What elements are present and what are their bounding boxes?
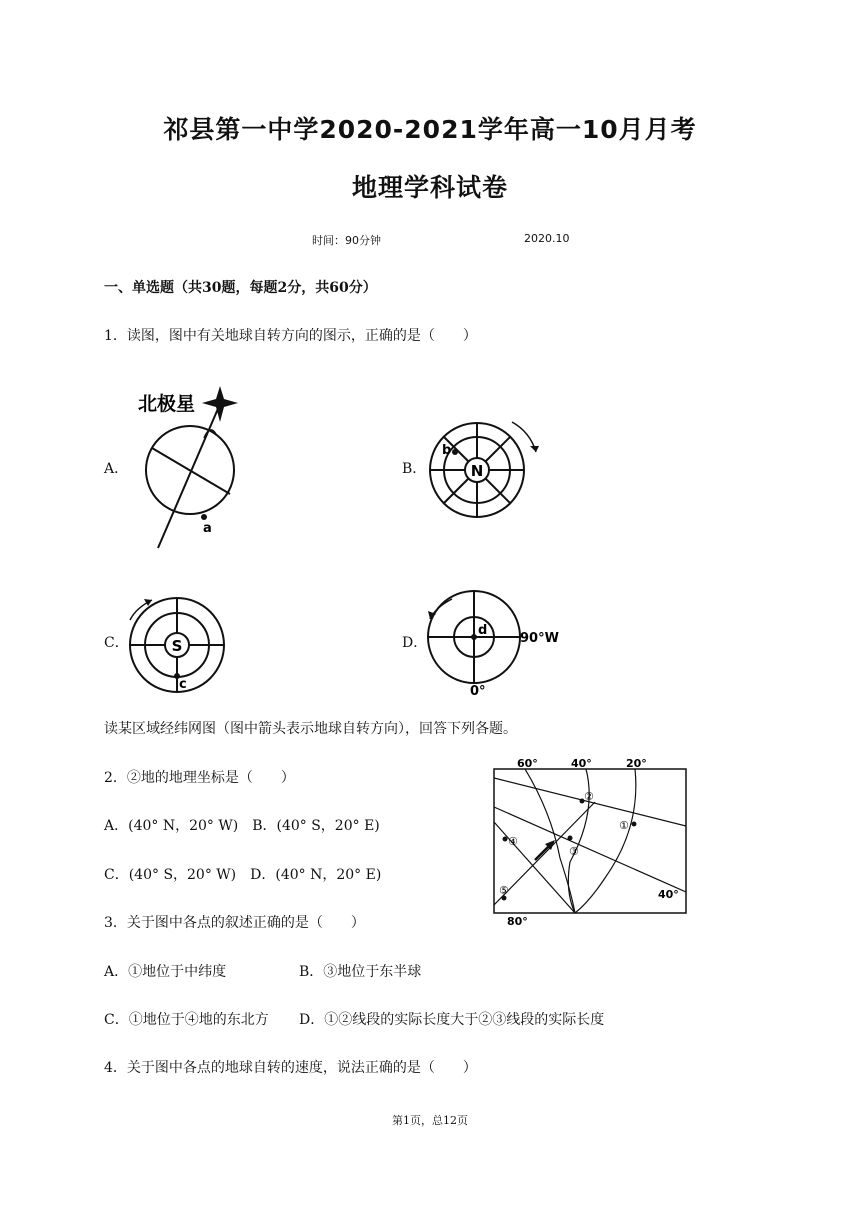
page-footer: 第1页，总12页 <box>392 1114 468 1127</box>
point-c-label: c <box>179 677 187 692</box>
section-intro: 读某区域经纬网图（图中箭头表示地球自转方向），回答下列各题。 <box>104 721 517 737</box>
q1-option-b-label: B． <box>402 461 427 477</box>
pole-s-label: S <box>171 637 183 655</box>
figure-b-north-pole <box>422 410 547 525</box>
q1-stem: 1．读图，图中有关地球自转方向的图示，正确的是（ ） <box>104 328 477 344</box>
q3-option-a: A．①地位于中纬度 <box>104 964 227 980</box>
section-heading: 一、单选题（共30题，每题2分，共60分） <box>104 280 377 296</box>
point-4-marker <box>503 837 508 842</box>
figure-a-polaris <box>130 380 250 555</box>
point-d-marker <box>471 634 477 640</box>
q1-option-c-label: C． <box>104 635 129 651</box>
q3-stem: 3．关于图中各点的叙述正确的是（ ） <box>104 915 365 931</box>
q3-option-b: B．③地位于东半球 <box>299 964 422 980</box>
equator-line <box>152 448 230 494</box>
point-1-label: ① <box>619 819 629 832</box>
map-label-20: 20° <box>626 757 647 770</box>
point-a-label: a <box>203 521 212 536</box>
q3-option-c: C．①地位于④地的东北方 <box>104 1012 269 1028</box>
pole-n-label: N <box>470 462 484 480</box>
page-subtitle: 地理学科试卷 <box>351 173 508 202</box>
meridian-90w-label: 90°W <box>520 631 559 646</box>
map-label-40-top: 40° <box>571 757 592 770</box>
q3-option-d: D．①②线段的实际长度大于②③线段的实际长度 <box>299 1012 605 1028</box>
point-3-marker <box>568 836 573 841</box>
point-a-marker <box>201 514 207 520</box>
point-1-marker <box>632 822 637 827</box>
q2-options-line1: A．(40° N，20° W) B．(40° S，20° E) <box>104 818 380 834</box>
time-label: 时间：90分钟 <box>312 234 381 247</box>
q1-option-d-label: D． <box>402 635 428 651</box>
figure-c-south-pole <box>122 588 232 693</box>
point-4-label: ④ <box>508 835 518 848</box>
graticule-map <box>485 752 695 934</box>
page-title: 祁县第一中学2020-2021学年高一10月月考 <box>163 115 697 144</box>
point-2-label: ② <box>584 790 594 803</box>
point-d-label: d <box>478 623 488 638</box>
point-5-label: ⑤ <box>499 884 509 897</box>
q4-stem: 4．关于图中各点的地球自转的速度，说法正确的是（ ） <box>104 1060 477 1076</box>
point-b-label: b <box>442 443 452 458</box>
map-label-80: 80° <box>507 915 528 928</box>
q2-options-line2: C．(40° S，20° W) D．(40° N，20° E) <box>104 867 382 883</box>
parallel-middle <box>494 807 686 892</box>
polaris-label: 北极星 <box>138 393 196 415</box>
map-label-60: 60° <box>517 757 538 770</box>
figure-d-polar-view <box>424 585 564 700</box>
meridian-60 <box>525 769 575 913</box>
parallel-lower <box>494 802 595 905</box>
q2-stem: 2．②地的地理坐标是（ ） <box>104 770 295 786</box>
point-b-marker <box>452 449 458 455</box>
point-3-label: ③ <box>569 845 579 858</box>
map-label-40-right: 40° <box>658 888 679 901</box>
q1-option-a-label: A． <box>104 461 129 477</box>
exam-date: 2020.10 <box>524 232 570 245</box>
meridian-0-label: 0° <box>470 684 486 699</box>
